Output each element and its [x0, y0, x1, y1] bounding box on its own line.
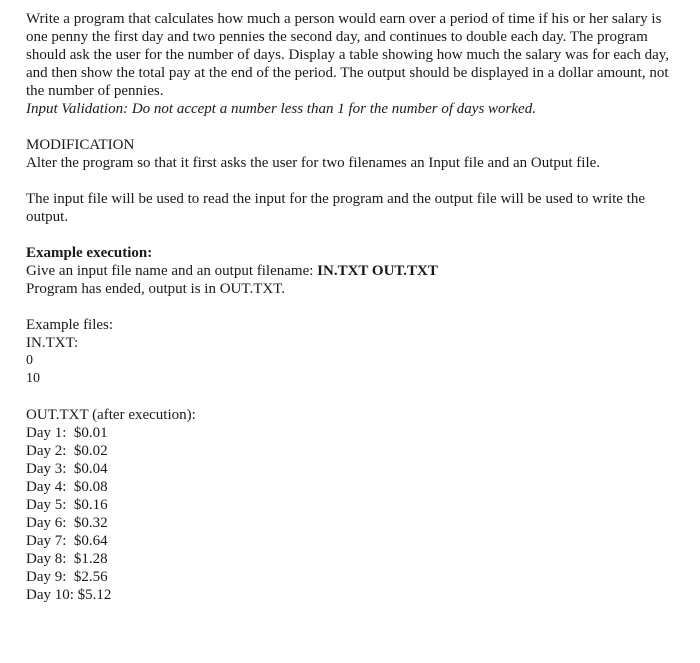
- out-file-line: Day 4: $0.08: [26, 479, 108, 495]
- in-file-line: 10: [26, 371, 40, 386]
- example-files-heading: Example files:: [26, 317, 114, 333]
- out-file-line: Day 3: $0.04: [26, 461, 108, 477]
- example-execution-prompt-line: [26, 262, 680, 280]
- modification-heading: MODIFICATION: [26, 137, 135, 153]
- in-file-line: 0: [26, 353, 33, 368]
- out-file-line: Day 10: $5.12: [26, 587, 112, 603]
- in-file-name: IN.TXT:: [26, 335, 79, 351]
- out-file-name: OUT.TXT (after execution):: [26, 407, 196, 423]
- example-execution-prompt: Give an input file name and an output filename:: [26, 263, 318, 279]
- out-file-line: Day 2: $0.02: [26, 443, 108, 459]
- out-file-line: Day 1: $0.01: [26, 425, 108, 441]
- out-file-line: Day 8: $1.28: [26, 551, 108, 567]
- example-execution-heading: Example execution:: [26, 245, 153, 261]
- out-file-line: Day 7: $0.64: [26, 533, 108, 549]
- example-execution-input: IN.TXT OUT.TXT: [317, 263, 438, 279]
- modification-detail: The input file will be used to read the input for the program and the output file will be used to write the output.: [26, 191, 646, 225]
- out-file-line: Day 6: $0.32: [26, 515, 108, 531]
- modification-text: Alter the program so that it first asks the user for two filenames an Input file and an Output file.: [26, 155, 601, 171]
- document: [26, 10, 680, 604]
- out-file-line: Day 9: $2.56: [26, 569, 108, 585]
- example-execution-result: Program has ended, output is in OUT.TXT.: [26, 281, 285, 297]
- input-validation: Input Validation: Do not accept a number less than 1 for the number of days worked.: [26, 101, 536, 117]
- out-file-line: Day 5: $0.16: [26, 497, 108, 513]
- problem-statement: Write a program that calculates how much a person would earn over a period of time if his or her salary is one penny the first day and two pennies the second day, and continues to double each day. The program should ask the user for the number of days. Display a table showing how much the salary was for each day, and then show the total pay at the end of the period. The output should be displayed in a dollar amount, not the number of pennies.: [26, 11, 670, 99]
